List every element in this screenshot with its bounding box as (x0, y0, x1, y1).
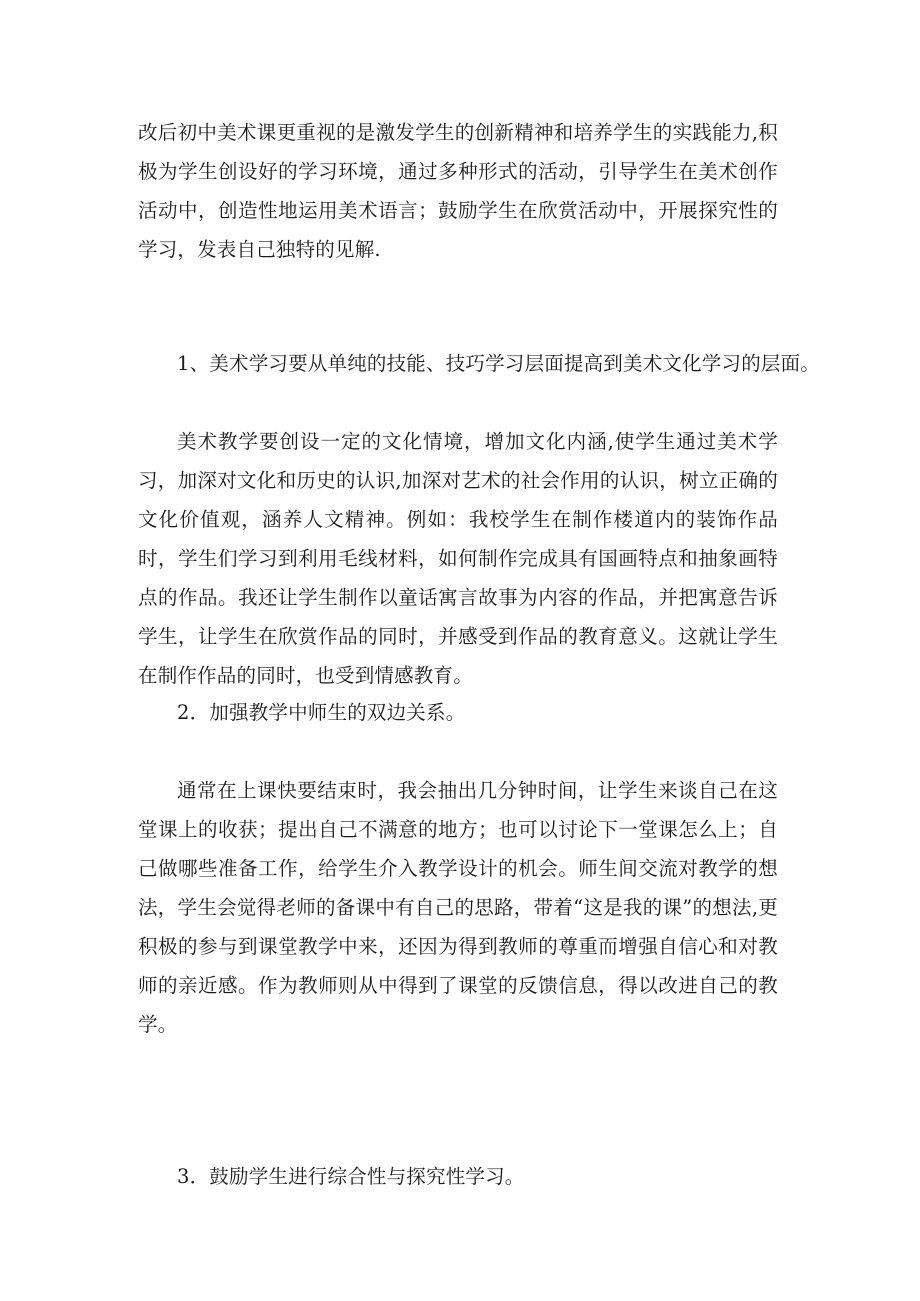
section-heading-1: 1、美术学习要从单纯的技能、技巧学习层面提高到美术文化学习的层面。 (177, 352, 821, 375)
section-heading-3: 3．鼓励学生进行综合性与探究性学习。 (177, 1165, 525, 1188)
paragraph-intro: 改后初中美术课更重视的是激发学生的创新精神和培养学生的实践能力,积极为学生创设好的学习环境，通过多种形式的活动，引导学生在美术创作活动中，创造性地运用美术语言；鼓励学生在欣赏活动中，开展探究性的学习，发表自己独特的见解. (138, 121, 778, 261)
paragraph-section-1: 美术教学要创设一定的文化情境，增加文化内涵,使学生通过美术学习，加深对文化和历史的认识,加深对艺术的社会作用的认识，树立正确的文化价值观，涵养人文精神。例如：我校学生在制作楼道内的装饰作品时，学生们学习到利用毛线材料，如何制作完成具有国画特点和抽象画特点的作品。我还让学生制作以童话寓言故事为内容的作品，并把寓意告诉学生，让学生在欣赏作品的同时，并感受到作品的教育意义。这就让学生在制作作品的同时，也受到情感教育。 (138, 430, 778, 687)
section-heading-2: 2．加强教学中师生的双边关系。 (177, 701, 466, 724)
paragraph-section-2: 通常在上课快要结束时，我会抽出几分钟时间，让学生来谈自己在这堂课上的收获；提出自己不满意的地方；也可以讨论下一堂课怎么上；自己做哪些准备工作，给学生介入教学设计的机会。师生间交流对教学的想法，学生会觉得老师的备课中有自己的思路，带着“这是我的课”的想法,更积极的参与到课堂教学中来，还因为得到教师的尊重而增强自信心和对教师的亲近感。作为教师则从中得到了课堂的反馈信息，得以改进自己的教学。 (138, 779, 778, 1036)
